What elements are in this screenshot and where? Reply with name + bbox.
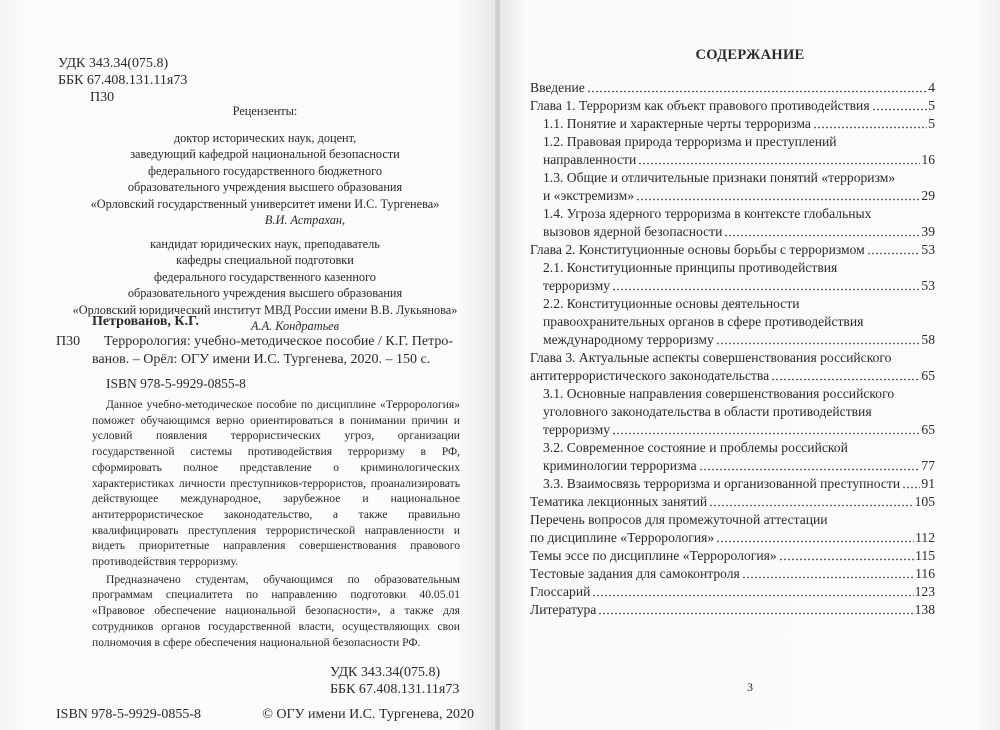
toc-entry-text: Литература (530, 602, 597, 617)
toc-entry[interactable] (530, 439, 935, 475)
toc-entry-text: 1.3. Общие и отличительные признаки понятий «терроризм» (543, 170, 896, 185)
toc-entry-line (543, 187, 935, 205)
toc-page-number: 112 (915, 530, 935, 545)
toc-page-number: 91 (921, 476, 935, 491)
toc-entry-text: направленности (543, 152, 637, 167)
dot-leader (612, 421, 920, 435)
isbn: ISBN 978-5-9929-0855-8 (106, 376, 246, 391)
toc-entry-text: 3.2. Современное состояние и проблемы российской (543, 440, 848, 455)
toc-entry-text: уголовного законодательства в области противодействия (543, 404, 872, 419)
reviewer-2-line: образовательного учреждения высшего образования (127, 286, 403, 300)
isbn-bottom: ISBN 978-5-9929-0855-8 (56, 707, 202, 723)
toc-page-number: 5 (928, 116, 935, 131)
toc-entry-text: Глава 2. Конституционные основы борьбы с терроризмом (530, 242, 865, 257)
toc-entry-text: антитеррористического законодательства (530, 368, 770, 383)
toc-page-number: 16 (921, 152, 935, 167)
toc-page-number: 105 (914, 494, 935, 509)
toc-entry-line (543, 475, 935, 493)
toc-entry-line (543, 169, 935, 187)
biblio-line-2: ванов. – Орёл: ОГУ имени И.С. Тургенева, 2020. – 150 с. (92, 352, 431, 367)
toc-entry-line (530, 349, 935, 367)
reviewers-heading: Рецензенты: (232, 104, 298, 118)
toc-entry[interactable] (530, 295, 935, 349)
author-sign: П30 (90, 90, 115, 105)
toc-entry-text: международному терроризму (543, 332, 714, 347)
dot-leader (716, 331, 921, 345)
toc-entry-text: 1.1. Понятие и характерные черты терроризма (543, 116, 811, 131)
toc-page-number: 138 (914, 602, 935, 617)
audience-paragraph: Предназначено студентам, обучающимся по образовательным программам специалитета по направлению подготовки 40.05.01 «Правовое обеспечение национальной безопасности», а также для сотрудников органов государственной власти, осуществляющих свои полномочия в сфере обеспечения национальной безопасности РФ. (92, 572, 460, 649)
udk-bottom: УДК 343.34(075.8) (330, 665, 441, 681)
toc-entry-line (543, 439, 935, 457)
dot-leader (638, 151, 920, 165)
toc-entry-text: Глоссарий (530, 584, 591, 599)
reviewer-2-line: кафедры специальной подготовки (176, 253, 354, 267)
toc-page-number: 115 (915, 548, 935, 563)
toc-entry[interactable] (530, 547, 935, 565)
reviewer-1-line: федерального государственного бюджетного (147, 163, 382, 178)
reviewer-1-name: В.И. Астрахан, (264, 213, 346, 227)
left-page (0, 0, 496, 730)
toc-entry-text: 3.1. Основные направления совершенствования российского (543, 386, 895, 401)
reviewer-1-line: образовательного учреждения высшего образования (127, 180, 403, 194)
toc-entry-line (543, 205, 935, 223)
catalog-codes-bottom (330, 664, 476, 698)
dot-leader (598, 601, 913, 615)
toc-entry-line (530, 529, 935, 547)
toc-entry[interactable] (530, 97, 935, 115)
toc-page-number: 5 (928, 98, 935, 113)
right-page (500, 0, 1000, 730)
copyright: © ОГУ имени И.С. Тургенева, 2020 (262, 707, 474, 723)
toc-entry-text: Перечень вопросов для промежуточной аттестации (530, 512, 828, 527)
toc-entry[interactable] (530, 493, 935, 511)
reviewers-block (60, 103, 470, 335)
toc-entry[interactable] (530, 475, 935, 493)
toc-entry-text: 2.2. Конституционные основы деятельности (543, 296, 800, 311)
annotation-paragraph: Данное учебно-методическое пособие по дисциплине «Террорология» поможет обучающимся верно ориентироваться в понимании причин и условий появления террористических угроз, организации государственной системы противодействия терроризму в РФ, сформировать полное представление о криминологических характеристиках личности преступников-террористов, проанализировать действующее международное, зарубежное и национальное антитеррористическое законодательство, а также правильно квалифицировать преступления террористической направленности и видеть приоритетные направления совершенствования правового противодействия терроризму. (92, 398, 460, 569)
toc-entry[interactable] (530, 511, 935, 547)
toc-page-number: 39 (921, 224, 935, 239)
toc-entry[interactable] (530, 259, 935, 295)
toc-entry-line (543, 403, 935, 421)
dot-leader (724, 223, 920, 237)
toc-title: СОДЕРЖАНИЕ (695, 47, 805, 63)
dot-leader (612, 277, 920, 291)
toc-entry[interactable] (530, 385, 935, 439)
toc-page-number: 123 (914, 584, 935, 599)
toc-entry-line (530, 79, 935, 97)
toc-entry-text: Тематика лекционных занятий (530, 494, 708, 509)
imprint-footer (56, 706, 474, 723)
toc-entry-line (543, 223, 935, 241)
toc-entry-line (530, 511, 935, 529)
toc-entry-line (530, 547, 935, 565)
toc-entry-line (530, 493, 935, 511)
toc-page-number: 77 (921, 458, 935, 473)
dot-leader (813, 115, 927, 129)
toc-entry[interactable] (530, 349, 935, 385)
dot-leader (709, 493, 913, 507)
toc-page-number: 4 (928, 80, 935, 95)
toc-entry-line (543, 331, 935, 349)
reviewer-1-line: «Орловский государственный университет имени И.С. Тургенева» (90, 196, 440, 211)
toc-entry-line (543, 385, 935, 403)
reviewer-1-line: заведующий кафедрой национальной безопасности (130, 147, 400, 161)
reviewer-2-line: «Орловский юридический институт МВД России имени В.В. Лукьянова» (72, 302, 458, 317)
biblio-sign: П30 (56, 334, 81, 349)
toc-entry-line (543, 115, 935, 133)
table-of-contents (530, 79, 935, 619)
dot-leader (872, 97, 928, 111)
toc-entry[interactable] (530, 241, 935, 259)
toc-page-number: 65 (921, 368, 935, 383)
toc-entry[interactable] (530, 115, 935, 133)
toc-entry-line (530, 601, 935, 619)
toc-entry-text: Тестовые задания для самоконтроля (530, 566, 740, 581)
toc-entry[interactable] (530, 583, 935, 601)
toc-entry-text: вызовов ядерной безопасности (543, 224, 723, 239)
dot-leader (779, 547, 914, 561)
toc-entry[interactable] (530, 601, 935, 619)
dot-leader (636, 187, 920, 201)
dot-leader (902, 475, 920, 489)
toc-page-number: 116 (915, 566, 935, 581)
toc-entry-line (530, 367, 935, 385)
dot-leader (771, 367, 920, 381)
toc-entry-line (530, 565, 935, 583)
book-author: Петрованов, К.Г. (92, 314, 199, 329)
toc-page-number: 29 (921, 188, 935, 203)
toc-entry-text: 1.4. Угроза ядерного терроризма в контексте глобальных (543, 206, 872, 221)
reviewer-2-name: А.А. Кондратьев (251, 319, 339, 333)
toc-entry-text: терроризму (543, 278, 611, 293)
dot-leader (592, 583, 913, 597)
toc-entry-line (530, 97, 935, 115)
annotation-section (56, 397, 476, 723)
toc-entry-text: по дисциплине «Террорология» (530, 530, 715, 545)
toc-entry-line (543, 151, 935, 169)
reviewer-1-line: доктор исторических наук, доцент, (173, 130, 357, 145)
dot-leader (742, 565, 914, 579)
toc-entry-line (543, 457, 935, 475)
toc-page-number: 65 (921, 422, 935, 437)
toc-entry-text: 2.1. Конституционные принципы противодействия (543, 260, 838, 275)
reviewer-2-line: кандидат юридических наук, преподаватель (150, 236, 380, 251)
dot-leader (716, 529, 914, 543)
toc-entry-text: правоохранительных органов в сфере противодействия (543, 314, 864, 329)
toc-entry[interactable] (530, 79, 935, 97)
toc-entry-text: Глава 3. Актуальные аспекты совершенствования российского (530, 350, 892, 365)
toc-entry-line (543, 133, 935, 151)
toc-entry-text: и «экстремизм» (543, 188, 634, 203)
toc-entry[interactable] (530, 205, 935, 241)
dot-leader (587, 79, 927, 93)
biblio-line-1: Террорология: учебно-методическое пособие / К.Г. Петро- (104, 334, 454, 349)
toc-entry-text: 3.3. Взаимосвязь терроризма и организованной преступности (543, 476, 901, 491)
toc-entry-text: Глава 1. Терроризм как объект правового противодействия (530, 98, 870, 113)
dot-leader (867, 241, 921, 255)
toc-entry-line (530, 583, 935, 601)
toc-page-number: 53 (921, 278, 935, 293)
toc-entry-line (543, 259, 935, 277)
dot-leader (699, 457, 921, 471)
toc-page-number: 58 (921, 332, 935, 347)
toc-entry-line (543, 313, 935, 331)
bbk-code: ББК 67.408.131.11я73 (58, 73, 188, 88)
page-number: 3 (747, 680, 753, 694)
toc-page-number: 53 (921, 242, 935, 257)
toc-entry-text: криминологии терроризма (543, 458, 697, 473)
toc-entry-line (543, 295, 935, 313)
toc-entry-text: Введение (530, 80, 585, 95)
toc-entry-line (543, 421, 935, 439)
toc-entry-line (530, 241, 935, 259)
toc-entry-text: Темы эссе по дисциплине «Террорология» (530, 548, 777, 563)
toc-entry-text: терроризму (543, 422, 611, 437)
udk-code: УДК 343.34(075.8) (58, 56, 169, 71)
toc-entry[interactable] (530, 169, 935, 205)
toc-entry[interactable] (530, 133, 935, 169)
bbk-bottom: ББК 67.408.131.11я73 (330, 682, 460, 698)
toc-entry-line (543, 277, 935, 295)
toc-entry-text: 1.2. Правовая природа терроризма и преступлений (543, 134, 837, 149)
toc-entry[interactable] (530, 565, 935, 583)
reviewer-2-line: федерального государственного казенного (154, 269, 376, 284)
